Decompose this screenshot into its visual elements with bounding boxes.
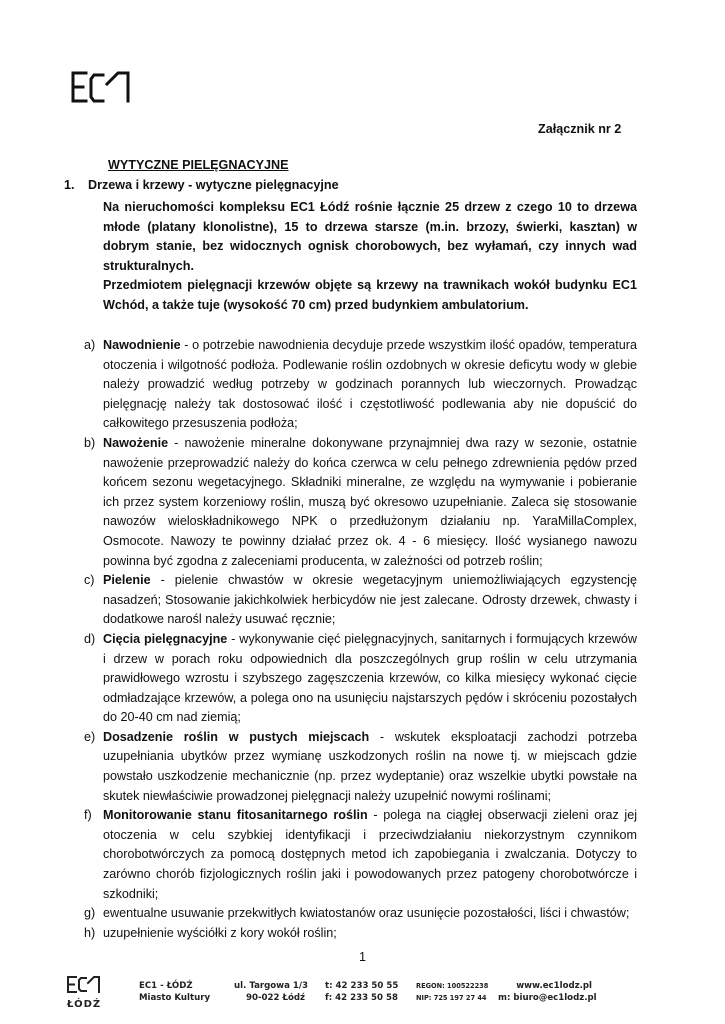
item-text: - pielenie chwastów w okresie wegetacyjnym uniemożliwiających egzystencję nasadzeń; Stosowanie jakichkolwiek herbicydów nie jest zalecane. Odrosty drzewek, chwasty i dodatkowe narośl należy usuwać ręcznie; bbox=[103, 573, 637, 627]
section-heading: WYTYCZNE PIELĘGNACYJNE bbox=[108, 158, 289, 172]
footer-org bbox=[139, 980, 210, 1004]
intro-text-1: Na nieruchomości kompleksu EC1 Łódź rośnie łącznie 25 drzew z czego 10 to drzewa młode (platany klonolistne), 15 to drzewa starsze (m.in. brzozy, świerki, kasztan) w dobrym stanie, bez widocznych ognisk chorobowych, bez wyłamań, czy innych wad strukturalnych. bbox=[103, 200, 637, 273]
footer-org-name: EC1 - ŁÓDŹ bbox=[139, 981, 193, 991]
page-number: 1 bbox=[358, 950, 366, 964]
list-marker: f) bbox=[84, 808, 92, 823]
list-marker: g) bbox=[84, 906, 96, 921]
footer-contact bbox=[498, 980, 597, 1004]
section-number: 1. bbox=[64, 178, 75, 192]
item-text: ewentualne usuwanie przekwitłych kwiatostanów oraz usunięcie pozostałości, liści i chwastów; bbox=[103, 906, 630, 921]
footer-address bbox=[234, 980, 308, 1004]
footer-street: ul. Targowa 1/3 bbox=[234, 981, 308, 991]
footer-nip: NIP: 725 197 27 44 bbox=[416, 994, 487, 1002]
list-item bbox=[64, 924, 637, 944]
list-marker: h) bbox=[84, 925, 96, 940]
list-marker: e) bbox=[84, 729, 96, 744]
footer-org-tagline: Miasto Kultury bbox=[139, 993, 211, 1003]
list-item bbox=[64, 336, 637, 434]
annex-label: Załącznik nr 2 bbox=[538, 122, 622, 136]
list-marker: b) bbox=[84, 435, 96, 450]
footer-phones bbox=[325, 980, 398, 1004]
item-text: - polega na ciągłej obserwacji zieleni oraz jej otoczenia w celu szybkiej identyfikacji i przeciwdziałaniu niekorzystnym czynnikom chorobotwórczych za pomocą dostępnych metod ich zapobiegania i zwalczania. Dotyczy to zarówno chorób fizjologicznych roślin jaki i powodowanych przez patogeny chorobotwórcze i szkodniki; bbox=[103, 808, 638, 901]
list-item bbox=[64, 434, 637, 571]
list-item bbox=[64, 630, 637, 728]
footer-phone: t: 42 233 50 55 bbox=[325, 981, 399, 991]
guidelines-list bbox=[64, 336, 637, 943]
list-item bbox=[64, 904, 637, 924]
list-marker: c) bbox=[84, 573, 95, 588]
item-text: - o potrzebie nawodnienia decyduje przede wszystkim ilość opadów, temperatura otoczenia i wilgotność podłoża. Podlewanie roślin ozdobnych w okresie deficytu wody w glebie należy prowadzić według potrzeby w godzinach porannych lub wieczornych. Prowadząc pielęgnację należy tak dostosować ilość i częstotliwość podlewania aby nie dopuścić do całkowitego przesuszenia podłoża; bbox=[103, 338, 637, 431]
footer-email: m: biuro@ec1lodz.pl bbox=[498, 993, 597, 1003]
item-title: Monitorowanie stanu fitosanitarnego roślin bbox=[103, 808, 368, 823]
list-item bbox=[64, 806, 637, 904]
intro-paragraph-2 bbox=[103, 276, 637, 315]
item-title: Dosadzenie roślin w pustych miejscach bbox=[103, 729, 370, 744]
item-title: Cięcia pielęgnacyjne bbox=[103, 631, 228, 646]
list-item bbox=[64, 728, 637, 806]
intro-paragraph-1 bbox=[103, 198, 637, 276]
footer-website: www.ec1lodz.pl bbox=[516, 981, 592, 991]
list-item bbox=[64, 571, 637, 630]
item-text: - nawożenie mineralne dokonywane przynajmniej dwa razy w sezonie, ostatnie nawożenie przeprowadzić należy do końca czerwca w celu pełnego zdrewnienia pędów przed końcem sezonu wegetacyjnego. Składniki mineralne, ze względu na wymywanie i pobieranie ich przez system korzeniowy roślin, muszą być okresowo uzupełnianie. Zaleca się stosowanie nawozów wieloskładnikowego NPK o przedłużonym działaniu np. YaraMillaComplex, Osmocote. Nawozy te powinny działać przez ok. 4 - 6 miesięcy. Ilość wysianego nawozu powinna być zgodna z zaleceniami producenta, w zależności od potrzeb roślin; bbox=[103, 435, 637, 568]
list-marker: d) bbox=[84, 631, 96, 646]
item-title: Nawożenie bbox=[103, 435, 169, 450]
footer-regon: REGON: 100522238 bbox=[416, 982, 489, 990]
footer bbox=[0, 975, 725, 1015]
item-text: - wykonywanie cięć pielęgnacyjnych, sanitarnych i formujących krzewów i drzew w porach roku odpowiednich dla poszczególnych grup roślin w celu utrzymania prawidłowego wzrostu i szybszego zagęszczenia krzewów, co kilka miesięcy wykonać cięcie odmładzające krzewów, a polega ono na usunięciu najstarszych pędów i skróceniu pozostałych do 20-40 cm nad ziemią; bbox=[103, 631, 637, 725]
footer-fax: f: 42 233 50 58 bbox=[325, 993, 398, 1003]
item-text: - wskutek eksploatacji zachodzi potrzeba uzupełniania ubytków przez wymianę uszkodzonych roślin na nowe tj. w miejscach gdzie powstało uszkodzenie mechanicznie (np. przez wydeptanie) oraz wszelkie ubytki powstałe na skutek niewłaściwie prowadzonej pielęgnacji należy uzupełnić nowymi roślinami; bbox=[103, 729, 637, 803]
item-title: Nawodnienie bbox=[103, 338, 181, 352]
item-title: Pielenie bbox=[103, 573, 151, 588]
ec1-logo bbox=[70, 70, 132, 104]
footer-registry bbox=[416, 980, 488, 1004]
footer-logo-city: ŁÓDŹ bbox=[67, 999, 102, 1009]
footer-logo bbox=[66, 975, 102, 1009]
footer-city: 90-022 Łódź bbox=[246, 993, 306, 1003]
section-title: Drzewa i krzewy - wytyczne pielęgnacyjne bbox=[88, 178, 339, 192]
intro-text-2: Przedmiotem pielęgnacji krzewów objęte są krzewy na trawnikach wokół budynku EC1 Wchód, a także tuje (wysokość 70 cm) przed budynkiem ambulatorium. bbox=[103, 278, 637, 312]
item-text: uzupełnienie wyściółki z kory wokół roślin; bbox=[103, 925, 337, 940]
list-marker: a) bbox=[84, 338, 96, 352]
section-1-title bbox=[64, 178, 339, 192]
